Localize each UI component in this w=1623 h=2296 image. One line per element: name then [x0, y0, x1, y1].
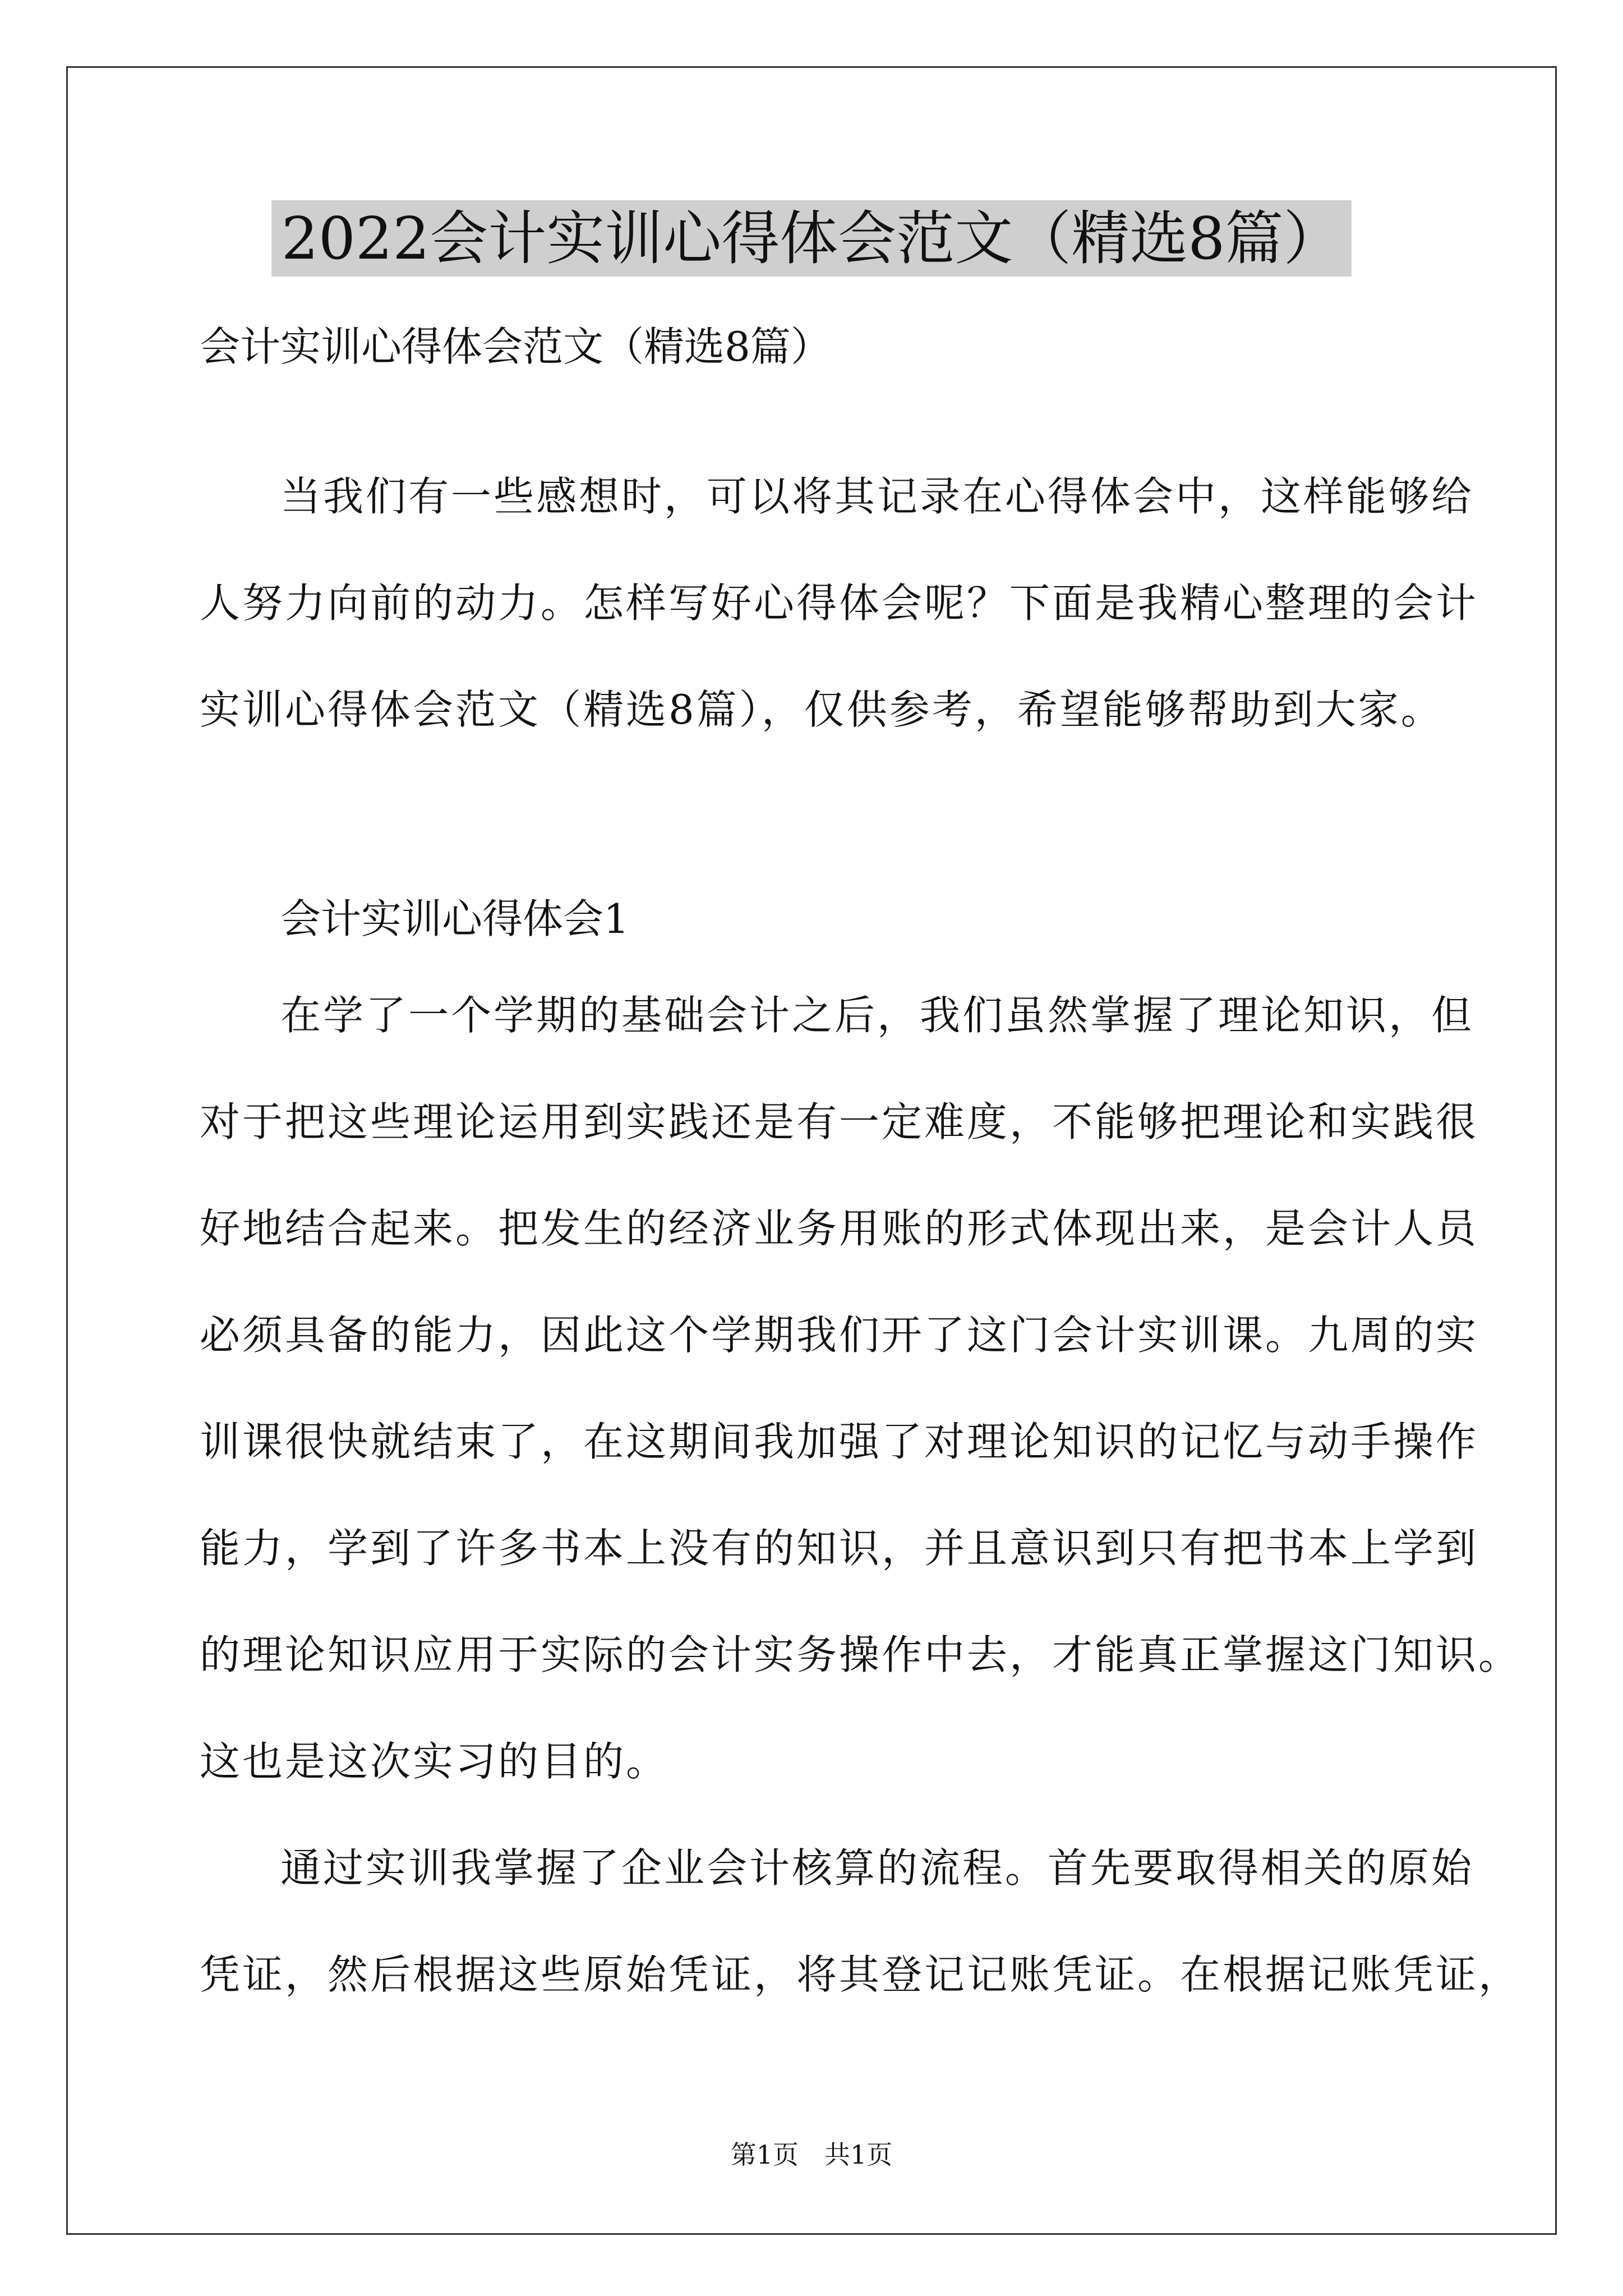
- paragraph-line: 好地结合起来。把发生的经济业务用账的形式体现出来，是会计人员: [200, 1205, 1479, 1252]
- intro-line: 实训心得体会范文（精选8篇），仅供参考，希望能够帮助到大家。: [200, 686, 1444, 733]
- document-title: 2022会计实训心得体会范文（精选8篇）: [271, 200, 1352, 277]
- document-subtitle: 会计实训心得体会范文（精选8篇）: [200, 323, 831, 370]
- paragraph-line: 这也是这次实习的目的。: [200, 1738, 669, 1785]
- page-number-footer: 第1页 共1页: [730, 2139, 893, 2170]
- paragraph-line: 训课很快就结束了，在这期间我加强了对理论知识的记忆与动手操作: [200, 1418, 1479, 1465]
- body-paragraph-1: [200, 962, 1521, 1815]
- intro-line: 当我们有一些感想时，可以将其记录在心得体会中，这样能够给: [280, 473, 1474, 520]
- paragraph-line: 凭证，然后根据这些原始凭证，将其登记记账凭证。在根据记账凭证，: [200, 1951, 1521, 1998]
- paragraph-line: 在学了一个学期的基础会计之后，我们虽然掌握了理论知识，但: [280, 992, 1474, 1039]
- paragraph-line: 对于把这些理论运用到实践还是有一定难度，不能够把理论和实践很: [200, 1098, 1479, 1145]
- paragraph-line: 能力，学到了许多书本上没有的知识，并且意识到只有把书本上学到: [200, 1525, 1479, 1572]
- intro-line: 人努力向前的动力。怎样写好心得体会呢？下面是我精心整理的会计: [200, 579, 1479, 627]
- intro-paragraph: [200, 443, 1479, 763]
- paragraph-line: 通过实训我掌握了企业会计核算的流程。首先要取得相关的原始: [280, 1844, 1474, 1892]
- paragraph-line: 必须具备的能力，因此这个学期我们开了这门会计实训课。九周的实: [200, 1312, 1479, 1359]
- body-paragraph-2: [200, 1815, 1521, 2028]
- paragraph-line: 的理论知识应用于实际的会计实务操作中去，才能真正掌握这门知识。: [200, 1631, 1521, 1678]
- section-heading: 会计实训心得体会1: [280, 895, 629, 942]
